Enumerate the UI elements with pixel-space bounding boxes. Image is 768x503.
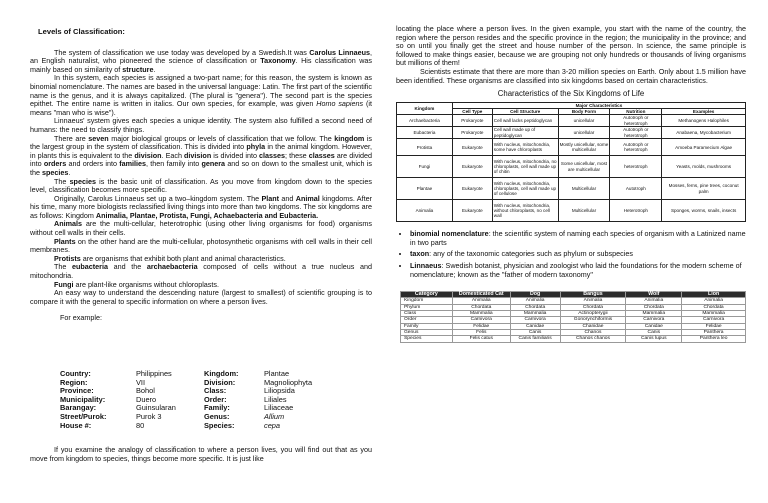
col-header: Category [401,292,453,298]
table-row [397,156,746,178]
table-cell: Felis [452,329,510,335]
table-cell: With nucleus, mitochondria, some have chloroplasts [492,139,558,156]
table-cell: Actinopterygii [560,311,626,317]
table-cell: Eukaryote [452,200,492,222]
table-cell: Mosses, ferns, pine trees, coconut palm [662,178,746,200]
address-row: Region: VII [60,377,146,387]
table-cell: Prokaryote [452,115,492,127]
paragraph-protists: Protists are organisms that exhibit both plant and animal characteristics. [54,253,286,263]
table-cell: Species [401,336,453,342]
address-row: Country: Philippines [60,369,172,378]
table-row [397,139,746,156]
table-cell: Chordata [626,304,682,310]
table-cell: Animalia [452,298,510,304]
table-cell: Autotroph or heterotroph [610,115,662,127]
col-header: Wolf [626,292,682,298]
table-cell: Mammalia [510,311,560,317]
section-heading: Levels of Classification: [38,27,125,36]
table-title: Characteristics of the Six Kingdoms of Life [497,89,645,99]
major-header: Major Characteristics [452,102,745,108]
table-cell: Yeasts, molds, mushrooms [662,156,746,178]
table-cell: With nucleus, mitochondria, without chloroplasts, no cell wall [492,200,558,222]
table-cell: Mammalia [626,311,682,317]
col-header: Dog [510,292,560,298]
taxon-row: Family: Liliaceae [204,403,294,413]
table-cell: Autotroph or heterotroph [610,139,662,156]
table-cell: Panthera [682,329,746,335]
list-item: • Linnaeus: Swedish botanist, physician and zoologist who laid the foundations for the modern scheme of nomenclature; known as the "father of modern taxonomy" [410,262,746,279]
list-item: • binomial nomenclature: the scientific system of naming each species of organism with a Latinized name in two parts [410,230,746,247]
table-row [401,336,746,342]
paragraph-plants: Plants on the other hand are the multi-cellular, photosynthetic organisms with cell walls in their cell membranes. [30,236,372,255]
paragraph-bacteria: The eubacteria and the archaebacteria composed of cells without a true nucleus and mitochondria. [30,262,372,281]
table-row [397,200,746,222]
table-cell: Chanos [560,329,626,335]
col-header: Nutrition [610,108,662,114]
table-cell: Chordata [560,304,626,310]
paragraph-animals: Animals are the multi-cellular, heterotrophic (using other living organisms for food) organisms without cell walls in their cells. [30,219,372,238]
table-cell: Mostly unicellular, some multicellular [558,139,610,156]
col-header: Bangus [560,292,626,298]
table-cell: Phylum [401,304,453,310]
table-cell: Canis lupus [626,336,682,342]
table-cell: Eubacteria [397,127,453,139]
table-cell: Fungi [397,156,453,178]
table-cell: Order [401,317,453,323]
table-cell: Carnivora [510,317,560,323]
species-comparison-table [400,291,746,342]
table-cell: Heterotroph [610,200,662,222]
table-cell: Canis [626,329,682,335]
paragraph-species: The species is the basic unit of classification. As you move from kingdom down to the species level, classification becomes more specific. [30,176,372,195]
table-cell: Class [401,311,453,317]
taxon-row: Kingdom: Plantae [204,369,290,378]
table-cell: Chanidae [560,323,626,329]
taxonomy-list [204,370,312,430]
table-cell: Carnivora [626,317,682,323]
table-cell: Chanos chanos [560,336,626,342]
table-cell: Felidae [452,323,510,329]
kingdoms-table [396,102,746,222]
address-row: Municipality: Duero [60,394,157,404]
left-column [30,0,372,335]
table-cell: Chordata [452,304,510,310]
paragraph-linnaeus: The system of classification we use today was developed by a Swedish.It was Carolus Linnaeus, an English naturalist, who pioneered the science of classification or Taxonomy. His classification was mainly based on similarity of structure. [30,47,372,74]
table-cell: Animalia [510,298,560,304]
table-row [397,115,746,127]
address-row: Province: Bohol [60,386,155,396]
col-header: Lion [682,292,746,298]
paragraph-analogy-continued: If you examine the analogy of classification to where a person lives, you will find out that as you move from kingdom to species, things become more specific. It is just like [30,445,372,463]
table-row [397,127,746,139]
paragraph-seven-levels: There are seven major biological groups or levels of classification that we follow. The kingdom is the largest group in the system of classification. This is divided into phyla in the animal kingdom. However, in plants this is equivalent to the division. Each division is divided into classes; these classes are divided into orders and orders into families, then family into genera and so on down to the smallest unit, which is the species. [30,133,373,177]
col-header: Body Form [558,108,610,114]
table-cell: Canidae [626,323,682,329]
table-cell: Animalia [682,298,746,304]
table-cell: Prokaryote [452,127,492,139]
paragraph-binomial: In this system, each species is assigned a two-part name; for this reason, the system is known as binomial nomenclature. The names are based in the universal language: Latin. The first part of the scientific name is the genus, and it is always capitalized. (The plural is "genera"). The second part is the species epithet. The entire name is written in italics. Our own species, for example, was given Homo sapiens (it means "man who is wise"). [30,73,373,117]
col-header: Cell Structure [492,108,558,114]
table-cell: Anabaena, Mycobacterium [662,127,746,139]
table-cell: Some unicellular, most are multicellular [558,156,610,178]
table-cell: With nucleus, mitochondria, chloroplasts, cell wall made up of cellulose [492,178,558,200]
table-cell: Genus [401,329,453,335]
col-header: Domesticated Cat [452,292,510,298]
table-cell: Animalia [397,200,453,222]
paragraph-location: locating the place where a person lives. In the given example, you start with the name of the country, the region where the person resides and the specific province in the region; the municipality in the province; and so on until you finally get the street and house number of the person. In science, the same principle is followed to make things easier, because we are grouping not only hundreds or thousands of living organisms but millions of them! [396,24,746,68]
table-cell: Family [401,323,453,329]
address-row: Street/Purok: Purok 3 [60,411,162,421]
list-item: • taxon: any of the taxonomic categories such as phylum or subspecies [410,250,746,259]
definitions-list [396,230,746,279]
paragraph-kingdoms: Originally, Carolus Linnaeus set up a two–kingdom system. The Plant and Animal kingdoms. After his time, many more biologists reclassified living things into more than two kingdoms. The six kingdoms are as follows: Kingdom Animalia, Plantae, Protista, Fungi, Achaebacteria and Eubacteria. [30,193,372,220]
table-cell: Animalia [560,298,626,304]
table-cell: Canidae [510,323,560,329]
table-cell: Mammalia [452,311,510,317]
right-column [396,0,746,343]
paragraph-fungi: Fungi are plant-like organisms without chloroplasts. [54,279,219,289]
table-cell: Gonorynchiformis [560,317,626,323]
taxon-row: Class: Liliopsida [204,386,295,396]
table-cell: Multicellular [558,178,610,200]
kingdom-header: Kingdom [397,102,453,114]
table-cell: Canis familiaris [510,336,560,342]
table-cell: Carnivora [452,317,510,323]
table-cell: Felidae [682,323,746,329]
paragraph-estimate: Scientists estimate that there are more than 3-20 million species on Earth. Only about 1.5 million have been identified. These organisms are classified into six kingdoms based on certain characteristics. [396,66,746,85]
table-cell: Kingdom [401,298,453,304]
table-cell: Chordata [682,304,746,310]
taxon-row: Genus: Allium [204,411,285,421]
table-cell: Panthera leo [682,336,746,342]
table-cell: Amoeba Paramecium Algae [662,139,746,156]
table-cell: Methanogens Halophiles [662,115,746,127]
table-cell: heterotroph [610,156,662,178]
table-cell: Plantae [397,178,453,200]
col-header: Examples [662,108,746,114]
table-cell: Autotroph or heterotroph [610,127,662,139]
table-cell: Cell wall lacks peptidoglycan [492,115,558,127]
table-cell: Eukaryote [452,139,492,156]
table-cell: With nucleus, mitochondria, no chloroplasts, cell wall made up of chitin [492,156,558,178]
col-header: Cell Type [452,108,492,114]
table-cell: unicellular [558,127,610,139]
table-cell: Canis [510,329,560,335]
table-cell: Eukaryote [452,178,492,200]
table-cell: Multicellular [558,200,610,222]
table-cell: Mammalia [682,311,746,317]
paragraph-unique-identity: Linnaeus' system gives each species a unique identity. The system also fulfilled a second need of humans: the need to classify things. [30,116,372,134]
table-cell: Carnivora [682,317,746,323]
table-cell: Sponges, worms, snails, insects [662,200,746,222]
address-list [60,370,176,430]
taxon-row: Division: Magnoliophyta [204,377,313,387]
table-row [397,178,746,200]
example-label: For example: [60,313,102,323]
address-row: House #: 80 [60,420,145,430]
table-cell: Animalia [626,298,682,304]
table-cell: Cell wall made up of peptidoglycan [492,127,558,139]
table-cell: Protista [397,139,453,156]
taxon-row: Order: Liliales [204,394,287,404]
table-cell: Archaebacteria [397,115,453,127]
table-cell: unicellular [558,115,610,127]
paragraph-analogy: An easy way to understand the descending nature (largest to smallest) of scientific grouping is to compare it with the general to specific information on where a person lives. [30,288,372,306]
taxon-row: Species: cepa [204,420,281,430]
table-cell: Autotroph [610,178,662,200]
table-cell: Eukaryote [452,156,492,178]
address-row: Barangay: Guinsularan [60,403,176,413]
table-cell: Chordata [510,304,560,310]
table-cell: Felis catus [452,336,510,342]
